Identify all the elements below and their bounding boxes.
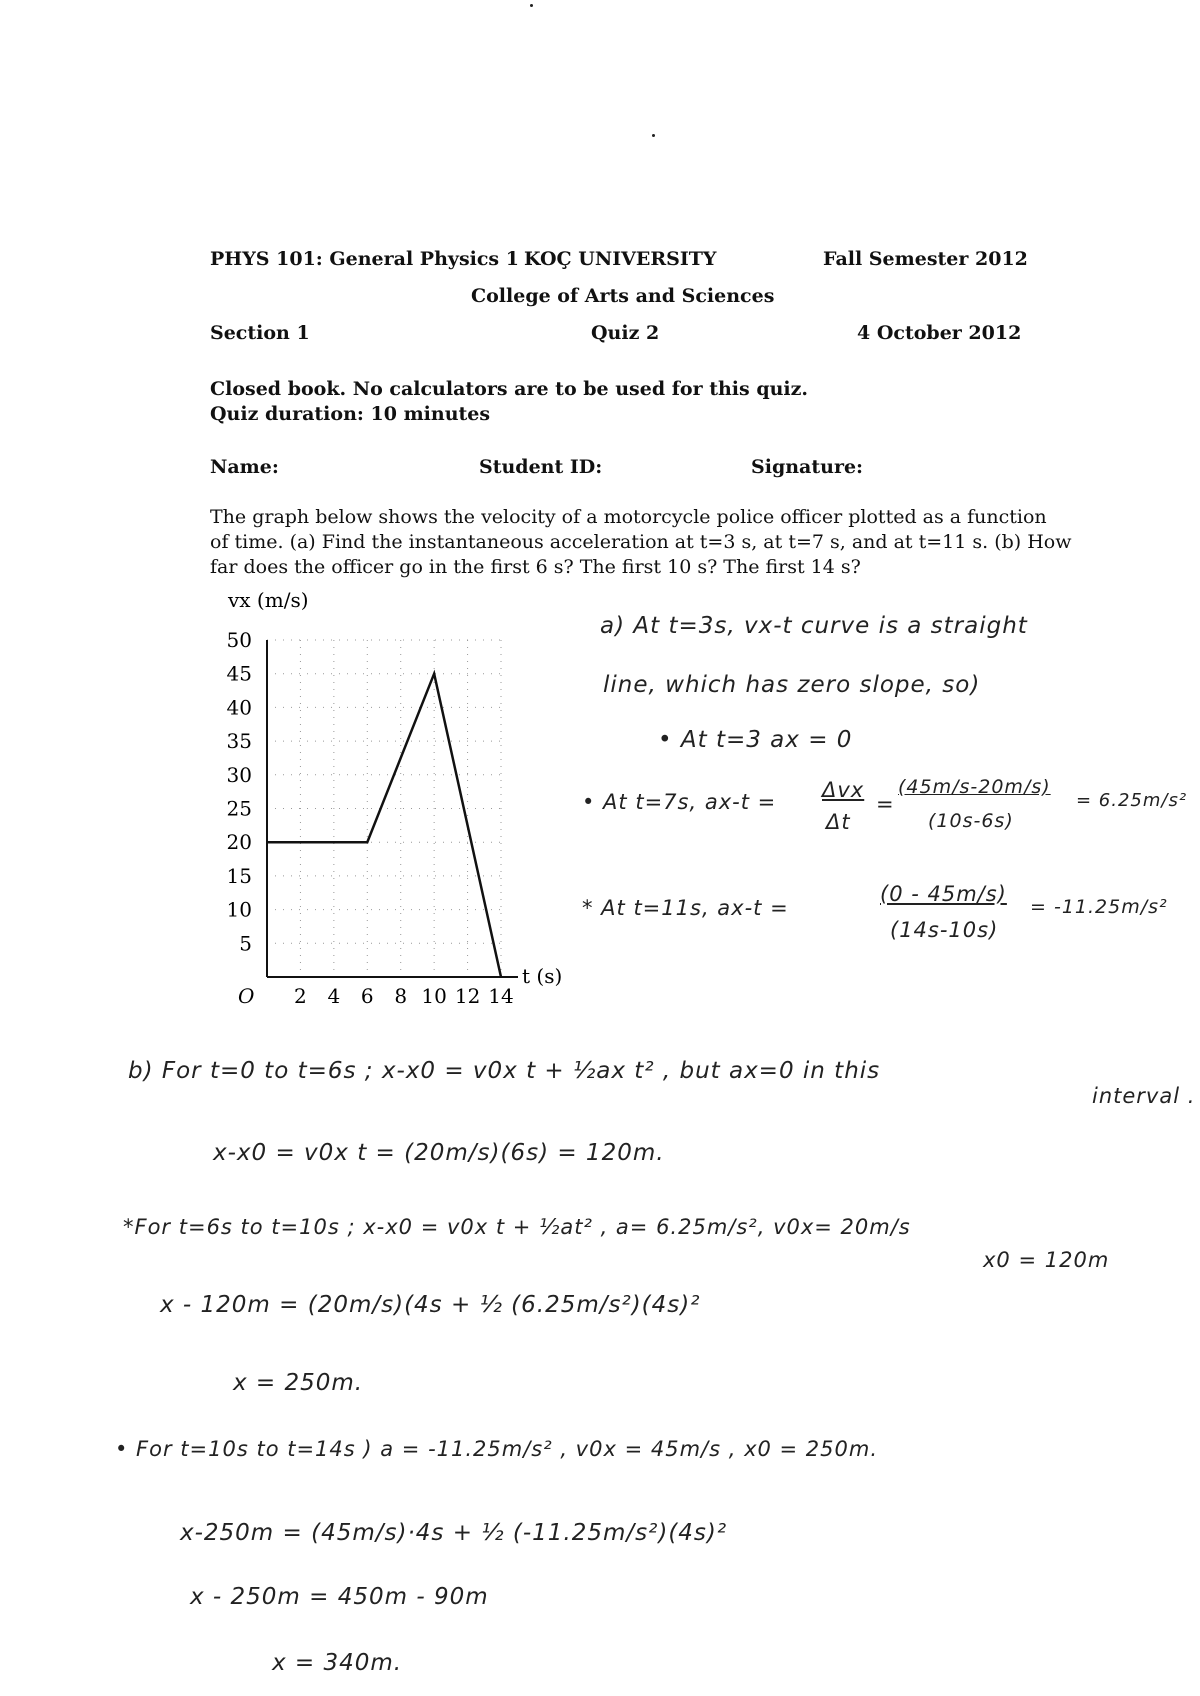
solution-b-line-4: x - 120m = (20m/s)(4s + ½ (6.25m/s²)(4s)² [160,1292,701,1318]
x-tick-label: 12 [454,984,481,1008]
x-tick-label: 4 [327,984,341,1008]
quiz-label: Quiz 2 [591,322,660,344]
y-tick-labels [227,628,252,955]
question-text-line-3: far does the officer go in the first 6 s? The first 10 s? The first 14 s? [210,556,861,578]
solution-b-line-7: x-250m = (45m/s)·4s + ½ (-11.25m/s²)(4s)² [180,1520,728,1546]
question-text-line-2: of time. (a) Find the instantaneous acceleration at t=3 s, at t=7 s, and at t=11 s. (b) How [210,531,1072,553]
college-name: College of Arts and Sciences [471,285,775,307]
x-tick-labels [294,984,514,1008]
y-tick-label: 25 [226,796,252,821]
dotted-grid [267,640,501,977]
solution-a-line-4-numerator-2: (45m/s-20m/s) [898,776,1051,798]
y-tick-label: 35 [226,729,252,754]
quiz-date: 4 October 2012 [857,322,1022,344]
section-label: Section 1 [210,322,310,344]
y-tick-label: 40 [226,695,252,720]
y-axis-label: vx (m/s) [228,588,309,612]
velocity-series-line [267,674,501,977]
scan-speck [530,4,533,7]
semester: Fall Semester 2012 [823,248,1028,270]
course-title: PHYS 101: General Physics 1 [210,248,519,270]
solution-b-line-3: *For t=6s to t=10s ; x-x0 = v0x t + ½at² , a= 6.25m/s², v0x= 20m/s [123,1215,911,1239]
solution-a-line-3: • At t=3 ax = 0 [658,727,853,753]
y-tick-label: 5 [239,931,252,956]
solution-a-line-4-equals: = [876,792,895,816]
name-field-label: Name: [210,456,279,478]
solution-a-line-4-result: = 6.25m/s² [1076,790,1188,811]
university-name: KOÇ UNIVERSITY [524,248,717,270]
x-tick-label: 6 [360,984,374,1008]
y-tick-label: 10 [226,897,252,922]
solution-a-line-4-denominator-2: (10s-6s) [928,810,1014,832]
solution-b-line-1: b) For t=0 to t=6s ; x-x0 = v0x t + ½ax t² , but ax=0 in this [128,1058,881,1084]
velocity-time-graph [200,585,580,1015]
solution-b-line-5: x = 250m. [233,1370,364,1396]
student-id-field-label: Student ID: [479,456,603,478]
x-tick-label: 2 [294,984,307,1008]
y-tick-label: 30 [226,762,252,787]
solution-a-line-1: a) At t=3s, vx-t curve is a straight [600,613,1028,639]
solution-b-line-3-continued: x0 = 120m [983,1248,1110,1272]
signature-field-label: Signature: [751,456,864,478]
instruction-closed-book: Closed book. No calculators are to be used for this quiz. [210,378,809,400]
solution-a-line-5-lead: * At t=11s, ax-t = [582,896,789,920]
x-tick-label: 14 [488,984,514,1008]
solution-b-line-2: x-x0 = v0x t = (20m/s)(6s) = 120m. [213,1140,665,1166]
solution-b-line-1-continued: interval . [1092,1084,1196,1108]
solution-a-line-4-lead: • At t=7s, ax-t = [582,790,777,814]
solution-b-line-9: x = 340m. [272,1650,403,1676]
x-tick-label: 8 [394,984,408,1008]
x-axis-label: t (s) [522,964,563,988]
y-tick-label: 50 [226,628,252,652]
solution-a-line-4-numerator-1: Δvx [822,778,865,802]
scan-speck [652,134,655,137]
y-tick-label: 20 [226,830,252,855]
y-tick-label: 15 [226,863,252,888]
question-text-line-1: The graph below shows the velocity of a motorcycle police officer plotted as a function [210,506,1047,528]
solution-b-line-6: • For t=10s to t=14s ) a = -11.25m/s² , v0x = 45m/s , x0 = 250m. [115,1437,879,1461]
solution-a-line-4-denominator-1: Δt [826,810,851,834]
y-tick-label: 45 [226,661,252,686]
solution-a-line-5-denominator: (14s-10s) [890,918,999,942]
origin-label: O [238,984,255,1008]
solution-b-line-8: x - 250m = 450m - 90m [190,1584,489,1610]
instruction-duration: Quiz duration: 10 minutes [210,403,491,425]
solution-a-line-5-numerator: (0 - 45m/s) [880,882,1007,906]
solution-a-line-2: line, which has zero slope, so) [603,672,981,698]
solution-a-line-5-result: = -11.25m/s² [1030,896,1168,918]
x-tick-label: 10 [421,984,447,1008]
